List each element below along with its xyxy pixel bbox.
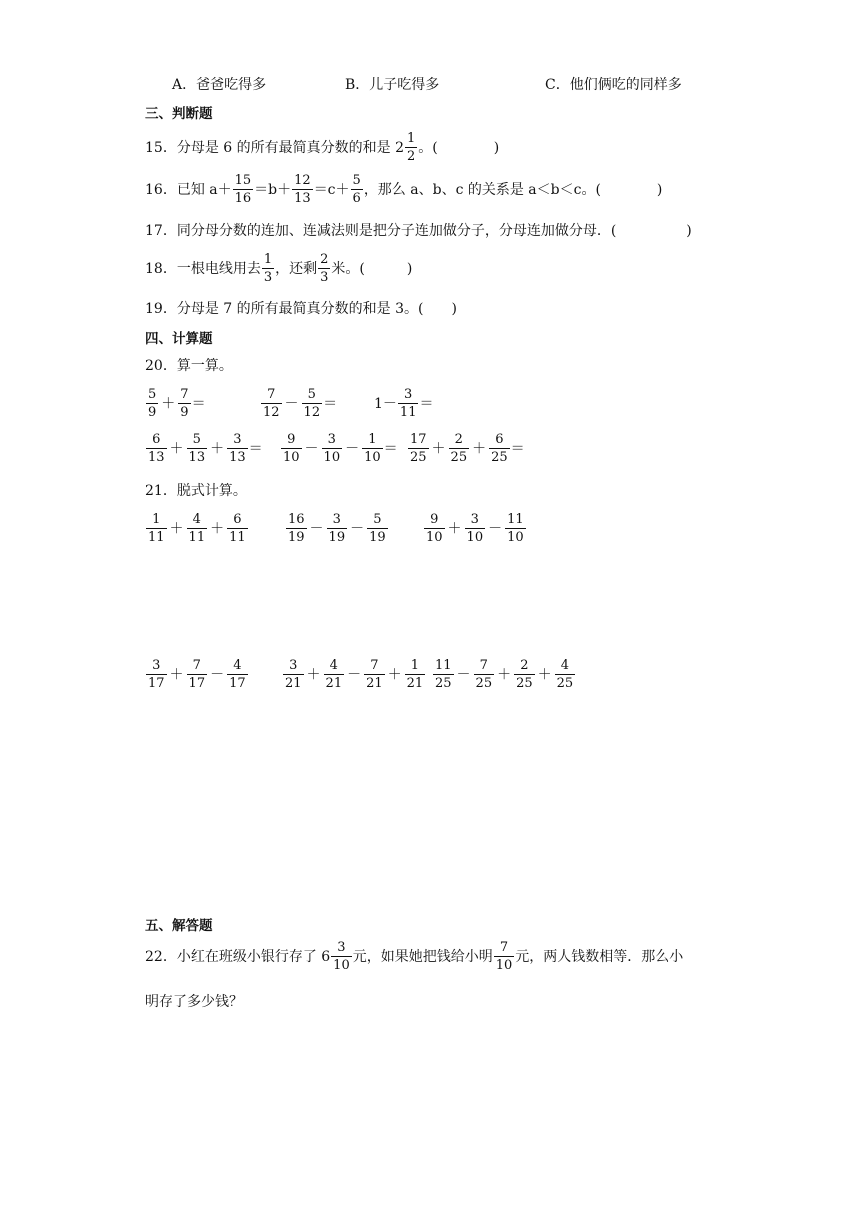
- equals-sign: ＝: [510, 441, 525, 457]
- fraction: [281, 433, 302, 464]
- numerator: 3: [233, 431, 242, 447]
- operator: －: [488, 521, 503, 537]
- operator: －: [350, 521, 365, 537]
- fraction: [364, 659, 385, 690]
- denominator: 25: [450, 449, 468, 465]
- operator: ＋: [447, 521, 462, 537]
- numerator: 5: [192, 431, 201, 447]
- q20-expression-6: [407, 430, 525, 466]
- denominator: 19: [369, 529, 386, 545]
- denominator: 25: [410, 449, 427, 465]
- numerator: 16: [288, 511, 305, 527]
- q18-fraction-1: [262, 253, 274, 284]
- q16-text-2: ＝c＋: [313, 182, 350, 198]
- fraction: [505, 513, 526, 544]
- question-19[interactable]: 19．分母是 7 的所有最简真分数的和是 3。( ): [145, 301, 457, 317]
- fraction: [449, 433, 470, 464]
- denominator: 21: [366, 675, 383, 691]
- fraction: [261, 388, 282, 419]
- denominator: 10: [507, 529, 524, 545]
- fraction: [514, 659, 535, 690]
- operator: ＋: [306, 667, 321, 683]
- numerator: 5: [373, 511, 382, 527]
- numerator: 9: [430, 511, 439, 527]
- fraction: [555, 659, 576, 690]
- numerator: 7: [499, 939, 509, 955]
- q21-expression-4: [145, 656, 249, 692]
- q15-answer-blank[interactable]: 。( ): [418, 140, 500, 156]
- numerator: 7: [267, 386, 276, 402]
- fraction: [367, 513, 388, 544]
- option-c: C．他们俩吃的同样多: [545, 77, 682, 93]
- fraction: [424, 513, 445, 544]
- numerator: 1: [368, 431, 377, 447]
- numerator: 17: [410, 431, 427, 447]
- q21-expression-6: [432, 656, 576, 692]
- q16-text-1: ＝b＋: [254, 182, 292, 198]
- denominator: 10: [283, 449, 300, 465]
- denominator: 17: [148, 675, 165, 691]
- operator: －: [210, 667, 225, 683]
- denominator: 10: [466, 529, 484, 545]
- denominator: 10: [495, 957, 513, 973]
- equals-sign: 1－: [374, 396, 397, 412]
- q21-expression-3: [423, 510, 527, 546]
- q20-expression-1: [145, 385, 206, 421]
- q21-expression-2: [285, 510, 389, 546]
- operator: ＋: [472, 441, 487, 457]
- numerator: 3: [327, 431, 336, 447]
- denominator: 9: [180, 404, 189, 420]
- denominator: 2: [406, 148, 416, 164]
- denominator: 13: [188, 449, 206, 465]
- denominator: 10: [364, 449, 381, 465]
- numerator: 3: [332, 511, 341, 527]
- operator: －: [347, 667, 362, 683]
- fraction: [227, 513, 248, 544]
- q18-prefix: 18．一根电线用去: [145, 261, 261, 277]
- denominator: 25: [491, 449, 508, 465]
- operator: ＋: [497, 667, 512, 683]
- operator: －: [304, 441, 319, 457]
- numerator: 5: [148, 386, 157, 402]
- question-16: [145, 170, 662, 208]
- denominator: 21: [285, 675, 302, 691]
- denominator: 25: [475, 675, 493, 691]
- numerator: 1: [263, 251, 273, 267]
- fraction: [489, 433, 510, 464]
- question-22: [145, 936, 683, 976]
- denominator: 11: [399, 404, 417, 420]
- q18-answer-blank[interactable]: 米。( ): [331, 261, 413, 277]
- denominator: 17: [229, 675, 246, 691]
- q16-fraction-3: [351, 174, 363, 205]
- fraction: [405, 659, 426, 690]
- numerator: 2: [320, 251, 329, 267]
- q18-text: ，还剩: [275, 261, 318, 277]
- fraction: [474, 659, 495, 690]
- denominator: 3: [263, 269, 273, 285]
- numerator: 4: [192, 511, 201, 527]
- denominator: 9: [148, 404, 157, 420]
- denominator: 17: [188, 675, 206, 691]
- denominator: 13: [294, 190, 311, 206]
- q16-fraction-1: [233, 174, 254, 205]
- question-21-label: 21．脱式计算。: [145, 483, 247, 499]
- equals-sign: ＝: [383, 441, 398, 457]
- q20-expression-3: [374, 385, 433, 421]
- numerator: 4: [329, 657, 338, 673]
- operator: ＋: [210, 441, 225, 457]
- fraction: [227, 659, 248, 690]
- numerator: 5: [352, 172, 361, 188]
- denominator: 11: [188, 529, 206, 545]
- question-17[interactable]: 17．同分母分数的连加、连减法则是把分子连加做分子，分母连加做分母．( ): [145, 223, 692, 239]
- denominator: 11: [148, 529, 165, 545]
- numerator: 7: [192, 657, 201, 673]
- operator: ＋: [210, 521, 225, 537]
- section-title-answer: 五、解答题: [145, 918, 213, 934]
- numerator: 9: [287, 431, 296, 447]
- q16-fraction-2: [292, 174, 313, 205]
- q20-expression-2: [260, 385, 337, 421]
- operator: ＋: [537, 667, 552, 683]
- numerator: 4: [560, 657, 570, 673]
- numerator: 1: [410, 657, 420, 673]
- fraction: [362, 433, 383, 464]
- operator: ＋: [161, 396, 176, 412]
- numerator: 7: [370, 657, 379, 673]
- numerator: 7: [479, 657, 488, 673]
- denominator: 13: [229, 449, 246, 465]
- numerator: 3: [152, 657, 161, 673]
- section-title-calculation: 四、计算题: [145, 331, 213, 347]
- numerator: 6: [495, 431, 504, 447]
- denominator: 10: [333, 957, 350, 973]
- q15-prefix: 15．分母是 6 的所有最简真分数的和是 2: [145, 140, 404, 156]
- operator: ＋: [431, 441, 446, 457]
- operator: ＋: [169, 667, 184, 683]
- fraction: [302, 388, 323, 419]
- q21-expression-1: [145, 510, 249, 546]
- denominator: 6: [352, 190, 361, 206]
- fraction: [322, 433, 343, 464]
- denominator: 21: [325, 675, 343, 691]
- numerator: 12: [294, 172, 311, 188]
- fraction: [178, 388, 190, 419]
- q16-prefix: 16．已知 a＋: [145, 182, 232, 198]
- operator: ＋: [387, 667, 402, 683]
- numerator: 6: [233, 511, 242, 527]
- numerator: 2: [454, 431, 463, 447]
- operator: ＋: [169, 441, 184, 457]
- question-15: [145, 130, 499, 164]
- numerator: 5: [307, 386, 316, 402]
- q18-fraction-2: [318, 253, 330, 284]
- numerator: 2: [520, 657, 529, 673]
- equals-sign: ＝: [323, 396, 338, 412]
- denominator: 3: [320, 269, 329, 285]
- numerator: 1: [406, 130, 416, 146]
- q21-expression-5: [282, 656, 426, 692]
- fraction: [146, 513, 167, 544]
- equals-sign: ＝: [419, 396, 434, 412]
- numerator: 1: [152, 511, 161, 527]
- fraction: [398, 388, 419, 419]
- operator: －: [456, 667, 471, 683]
- q22-fraction-1: [331, 941, 352, 972]
- denominator: 16: [234, 190, 252, 206]
- fraction: [324, 659, 345, 690]
- numerator: 7: [180, 386, 189, 402]
- denominator: 12: [303, 404, 321, 420]
- fraction: [187, 659, 208, 690]
- q20-expression-5: [280, 430, 398, 466]
- fraction: [146, 433, 167, 464]
- denominator: 19: [288, 529, 305, 545]
- numerator: 6: [152, 431, 161, 447]
- denominator: 19: [328, 529, 346, 545]
- numerator: 3: [337, 939, 346, 955]
- operator: ＋: [169, 521, 184, 537]
- fraction: [286, 513, 307, 544]
- q22-text: 元，如果她把钱给小明: [352, 949, 493, 965]
- section-title-judgement: 三、判断题: [145, 106, 213, 122]
- fraction: [227, 433, 248, 464]
- equals-sign: ＝: [191, 396, 206, 412]
- denominator: 25: [435, 675, 452, 691]
- q16-answer-blank[interactable]: ，那么 a、b、c 的关系是 a＜b＜c。( ): [363, 182, 663, 198]
- operator: －: [284, 396, 299, 412]
- operator: －: [309, 521, 324, 537]
- denominator: 21: [406, 675, 424, 691]
- fraction: [465, 513, 486, 544]
- question-20-label: 20．算一算。: [145, 358, 233, 374]
- denominator: 11: [229, 529, 246, 545]
- q22-suffix: 元，两人钱数相等．那么小: [515, 949, 684, 965]
- numerator: 4: [233, 657, 242, 673]
- fraction: [327, 513, 348, 544]
- denominator: 10: [426, 529, 443, 545]
- denominator: 12: [263, 404, 280, 420]
- fraction: [187, 433, 208, 464]
- denominator: 25: [516, 675, 533, 691]
- question-22-line-2: 明存了多少钱？: [145, 994, 243, 1010]
- operator: －: [345, 441, 360, 457]
- fraction: [408, 433, 429, 464]
- q15-fraction: [405, 132, 417, 163]
- numerator: 15: [234, 172, 252, 188]
- q22-fraction-2: [494, 941, 515, 972]
- numerator: 11: [507, 511, 524, 527]
- denominator: 25: [556, 675, 574, 691]
- q22-prefix: 22．小红在班级小银行存了 6: [145, 949, 331, 965]
- numerator: 3: [404, 386, 413, 402]
- equals-sign: ＝: [248, 441, 263, 457]
- option-b: B．儿子吃得多: [345, 77, 440, 93]
- fraction: [433, 659, 454, 690]
- denominator: 13: [148, 449, 165, 465]
- fraction: [187, 513, 208, 544]
- fraction: [146, 659, 167, 690]
- numerator: 3: [470, 511, 479, 527]
- numerator: 11: [435, 657, 452, 673]
- fraction: [146, 388, 158, 419]
- denominator: 10: [323, 449, 341, 465]
- option-a: A．爸爸吃得多: [172, 77, 267, 93]
- fraction: [283, 659, 304, 690]
- numerator: 3: [289, 657, 298, 673]
- question-18: [145, 250, 412, 286]
- q20-expression-4: [145, 430, 263, 466]
